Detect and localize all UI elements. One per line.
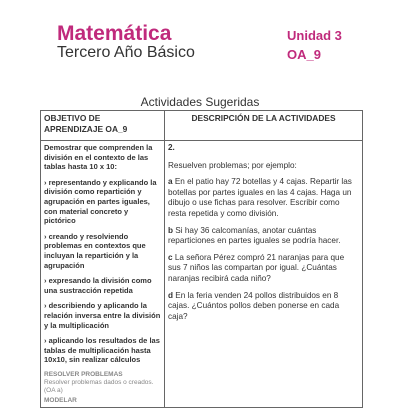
section-heading: Actividades Sugeridas — [140, 95, 260, 109]
table-body-row — [41, 141, 363, 408]
activity-letter: c — [168, 252, 173, 262]
activity-letter: d — [168, 290, 174, 300]
activity-item — [168, 291, 359, 323]
objective-item: › aplicando los resultados de las tablas de multiplicación hasta 10x10, sin realizar cálculos — [44, 336, 160, 365]
activity-text: En la feria venden 24 pollos distribuidos en 8 cajas. ¿Cuántos pollos deben ponerse en cada caja? — [168, 290, 340, 321]
description-cell — [165, 141, 363, 408]
activity-intro: Resuelven problemas; por ejemplo: — [168, 160, 297, 170]
activity-text: La señora Pérez compró 21 naranjas para que sus 7 niños las compartan por igual. ¿Cuántas naranjas recibirá cada niño? — [168, 252, 345, 283]
subject-title: Matemática — [57, 22, 172, 45]
activity-item — [168, 226, 359, 247]
objective-cell — [41, 141, 165, 408]
activities-table — [40, 110, 363, 408]
activity-text: En el patio hay 72 botellas y 4 cajas. Repartir las botellas por partes iguales en las 4 cajas. Haga un dibujo o use fichas para resolver. Escribir como resta repetida y como división. — [168, 177, 352, 218]
table-header-row — [41, 111, 363, 141]
unit-label: Unidad 3 — [287, 28, 342, 43]
activity-item — [168, 253, 359, 285]
objective-item: › expresando la división como una sustracción repetida — [44, 276, 152, 295]
activity-letter: a — [168, 177, 173, 187]
header-objective: OBJETIVO DE APRENDIZAJE OA_9 — [41, 111, 165, 141]
objective-item: › representando y explicando la división como repartición y agrupación en partes iguales, con material concreto y pictórico — [44, 177, 157, 226]
activity-text: Si hay 36 calcomanías, anotar cuántas reparticiones en partes iguales se podría hacer. — [168, 225, 341, 246]
activity-number: 2. — [168, 143, 175, 152]
oa-label: OA_9 — [287, 47, 321, 62]
objective-item: › describiendo y aplicando la relación inversa entre la división y la multiplicación — [44, 301, 161, 330]
skill-heading: MODELAR — [44, 396, 77, 404]
header-description: DESCRIPCIÓN DE LA ACTIVIDADES — [165, 111, 363, 141]
grade-subtitle: Tercero Año Básico — [57, 44, 195, 61]
activity-item — [168, 177, 359, 219]
activity-letter: b — [168, 225, 174, 235]
skill-text: Resolver problemas dados o creados. (OA a) — [44, 378, 154, 394]
objective-intro: Demostrar que comprenden la división en el contexto de las tablas hasta 10 x 10: — [44, 143, 153, 172]
objective-item: › creando y resolviendo problemas en contextos que incluyan la repartición y la agrupación — [44, 231, 146, 270]
skill-heading: RESOLVER PROBLEMAS — [44, 370, 123, 378]
